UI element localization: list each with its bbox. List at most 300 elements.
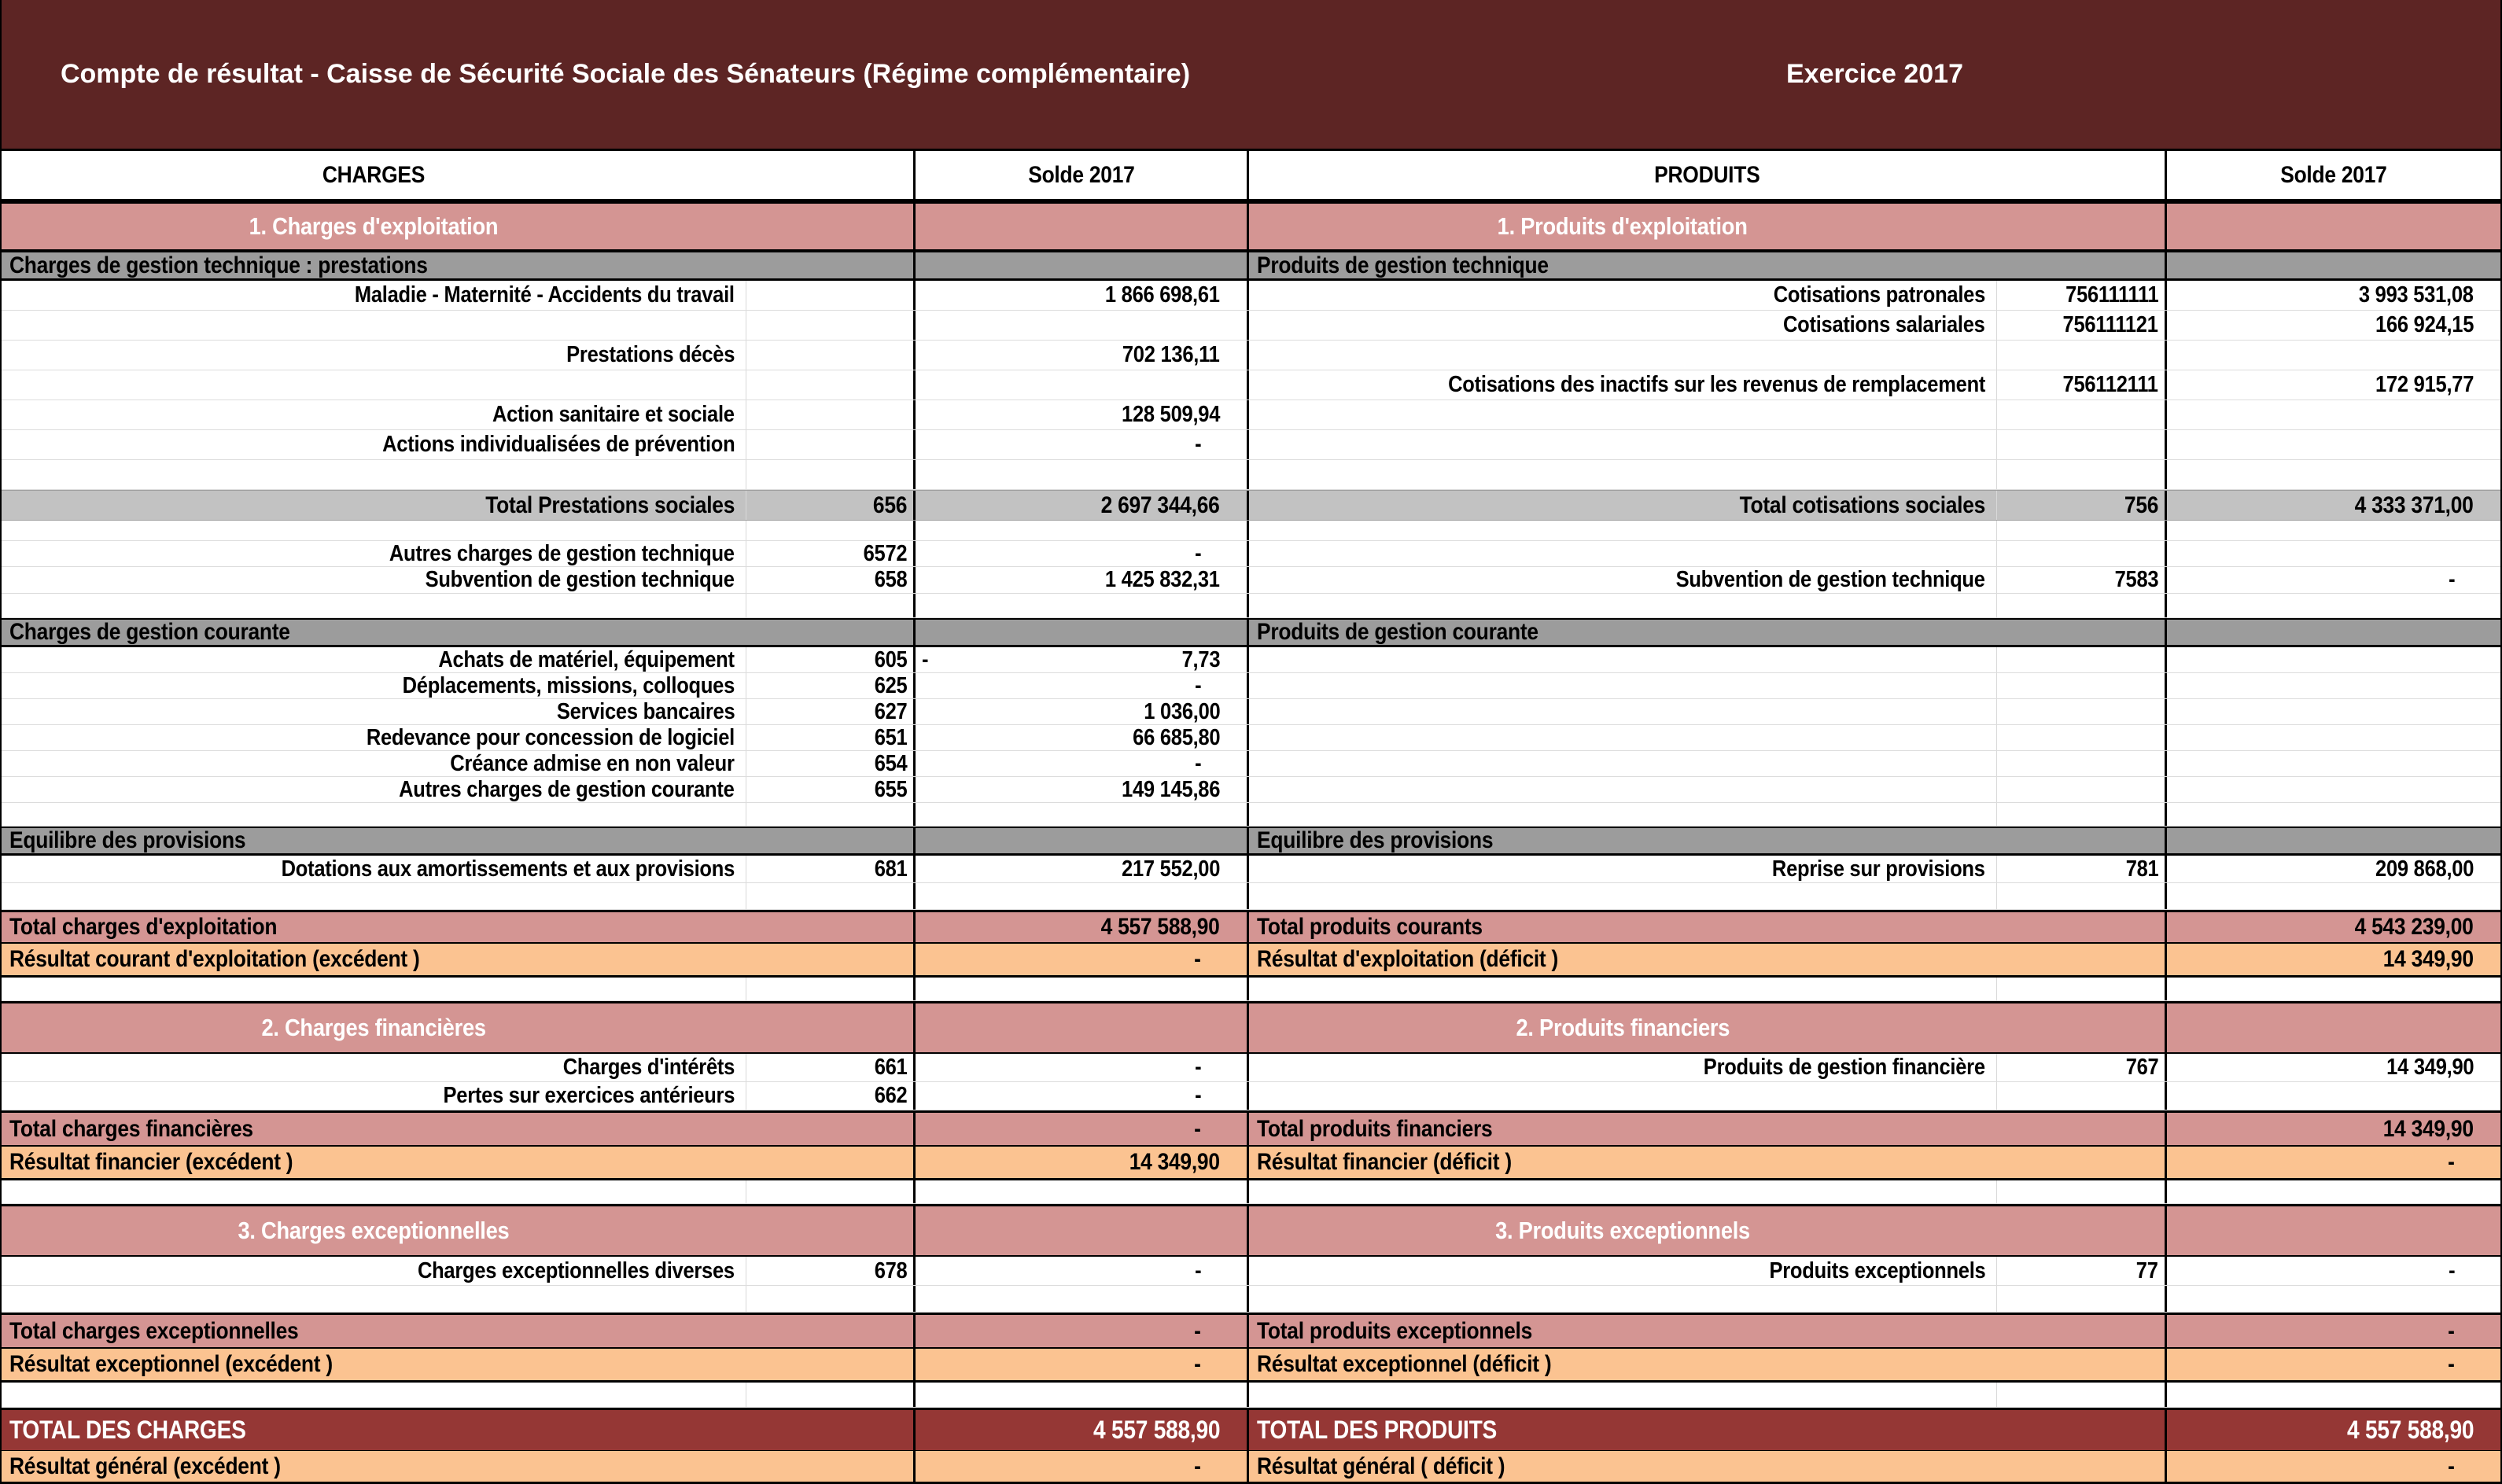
row-label-left (2, 541, 746, 566)
row-value-right (2165, 883, 2500, 909)
row-label-right (1249, 1286, 1996, 1312)
row-code-left-text: 605 (874, 647, 907, 672)
row-label-right (1249, 912, 2165, 942)
row-label-right-text: Total produits exceptionnels (1257, 1317, 1533, 1344)
row-value-left (913, 567, 1249, 593)
row-value-right (2165, 1410, 2500, 1450)
row-value-right (2165, 725, 2500, 750)
row-code-right (1996, 1180, 2165, 1203)
row-value-right (2165, 460, 2500, 489)
row-label-left-text: Charges de gestion courante (9, 620, 290, 645)
row-value-right (2165, 204, 2500, 249)
row-value-left (913, 673, 1249, 698)
row-value-right (2165, 1147, 2500, 1178)
row-value-right (2165, 1054, 2500, 1081)
row-label-right (1249, 1113, 2165, 1145)
row-code-left (746, 1286, 913, 1312)
table-row (2, 856, 2500, 883)
row-code-right (1996, 567, 2165, 593)
row-label-right-text: 1. Produits d'exploitation (1498, 212, 1748, 240)
row-label-left (2, 1383, 746, 1407)
row-value-right (2165, 803, 2500, 826)
row-label-left (2, 1206, 913, 1255)
row-label-left (2, 1113, 913, 1145)
page-title: Compte de résultat - Caisse de Sécurité Sociale des Sénateurs (Régime complémentaire) (60, 59, 1191, 89)
row-label-right (1249, 430, 1996, 459)
row-value-left (913, 1113, 1249, 1145)
row-code-left (746, 751, 913, 776)
table-row (2, 1383, 2500, 1408)
row-value-left (913, 204, 1249, 249)
row-value-left (913, 430, 1249, 459)
row-label-right-text: TOTAL DES PRODUITS (1257, 1416, 1498, 1444)
row-label-left-text: Action sanitaire et sociale (492, 402, 735, 427)
row-value-right (2165, 400, 2500, 429)
table-row (2, 725, 2500, 751)
row-value-left (913, 311, 1249, 340)
row-value-left (913, 1315, 1249, 1347)
row-label-right (1249, 341, 1996, 370)
row-label-right (1249, 281, 1996, 310)
title-bar-left (2, 0, 1249, 149)
row-code-right-text: 7583 (2114, 567, 2158, 592)
title-bar-right (1249, 0, 2500, 149)
row-label-left-text: Résultat général (excédent ) (9, 1453, 281, 1479)
row-value-left-text: - (1194, 541, 1201, 566)
row-value-left (913, 1206, 1249, 1255)
row-value-right (2165, 777, 2500, 802)
row-value-right (2165, 1206, 2500, 1255)
row-value-left-text: 128 509,94 (1121, 402, 1220, 427)
row-label-left-text: 1. Charges d'exploitation (249, 212, 499, 240)
row-label-left-text: Résultat exceptionnel (excédent ) (9, 1351, 333, 1377)
row-code-left-text: 625 (874, 673, 907, 698)
row-label-left (2, 204, 913, 249)
row-code-right (1996, 281, 2165, 310)
row-code-left-text: 662 (874, 1083, 907, 1108)
row-code-right (1996, 1054, 2165, 1081)
table-row (2, 430, 2500, 460)
row-label-right-text: Total produits financiers (1257, 1115, 1493, 1142)
row-label-left (2, 1003, 913, 1052)
table-row (2, 1110, 2500, 1147)
row-value-right (2165, 1257, 2500, 1285)
table-row (2, 910, 2500, 944)
row-value-right (2165, 430, 2500, 459)
row-code-left (746, 1257, 913, 1285)
row-label-left-text: Autres charges de gestion technique (389, 541, 735, 566)
row-code-left (746, 699, 913, 724)
row-label-right-text: Reprise sur provisions (1772, 856, 1985, 882)
row-value-left (913, 252, 1249, 278)
row-code-left (746, 673, 913, 698)
row-value-right-text: 3 993 531,08 (2359, 282, 2474, 307)
row-code-right (1996, 594, 2165, 617)
row-code-left (746, 430, 913, 459)
solde-header-left-cell (913, 151, 1249, 199)
row-code-left (746, 567, 913, 593)
row-label-left-text: Dotations aux amortissements et aux provisions (281, 856, 735, 882)
row-value-left (913, 1180, 1249, 1203)
table-row (2, 341, 2500, 370)
row-label-left (2, 1451, 913, 1482)
row-value-left-text: - (1194, 673, 1201, 698)
row-value-left-text: - (1194, 1055, 1201, 1080)
table-row (2, 594, 2500, 618)
row-value-left (913, 1410, 1249, 1450)
row-code-right-text: 756111121 (2062, 312, 2158, 337)
row-value-right (2165, 1349, 2500, 1380)
row-label-left-text: Créance admise en non valeur (450, 751, 735, 776)
row-value-left-text: - (1194, 1453, 1201, 1479)
row-value-right-text: - (2448, 1453, 2455, 1479)
row-code-left-text: 661 (874, 1055, 907, 1080)
row-label-left (2, 594, 746, 617)
table-row (2, 751, 2500, 777)
row-label-right (1249, 594, 1996, 617)
row-label-left-text: Services bancaires (556, 699, 735, 724)
row-code-right-text: 77 (2136, 1258, 2158, 1283)
row-label-left-text: Maladie - Maternité - Accidents du travail (355, 282, 735, 307)
row-label-left (2, 1315, 913, 1347)
row-value-left-text: - (1194, 1083, 1201, 1108)
row-value-right (2165, 521, 2500, 540)
row-value-left-text: - (1194, 1351, 1201, 1377)
table-row (2, 647, 2500, 673)
row-label-left-text: Pertes sur exercices antérieurs (443, 1083, 735, 1108)
row-code-right (1996, 647, 2165, 672)
row-value-left (913, 803, 1249, 826)
row-label-left-text: 3. Charges exceptionnelles (238, 1217, 510, 1244)
row-label-left-text: Subvention de gestion technique (425, 567, 735, 592)
row-code-left-text: 655 (874, 777, 907, 802)
table-row (2, 567, 2500, 594)
row-value-left-text: - (1194, 751, 1201, 776)
table-row (2, 1349, 2500, 1383)
table-row (2, 1082, 2500, 1110)
table-row (2, 490, 2500, 521)
row-label-left (2, 521, 746, 540)
row-code-left (746, 281, 913, 310)
row-value-right (2165, 647, 2500, 672)
row-code-left (746, 311, 913, 340)
row-code-right (1996, 521, 2165, 540)
row-value-left-text: 7,73 (1181, 647, 1220, 672)
row-label-left-text: Résultat courant d'exploitation (excédent ) (9, 946, 420, 972)
row-label-right (1249, 751, 1996, 776)
row-value-left-text: 1 036,00 (1143, 699, 1220, 724)
row-value-left-text: 1 425 832,31 (1105, 567, 1220, 592)
row-label-left-text: Redevance pour concession de logiciel (366, 725, 735, 750)
row-label-right-text: Total produits courants (1257, 914, 1483, 940)
solde-header-right: Solde 2017 (2280, 161, 2387, 188)
row-value-left (913, 491, 1249, 520)
table-row (2, 803, 2500, 827)
row-value-right-text: 166 924,15 (2375, 312, 2474, 337)
row-value-left-text: - (1194, 1258, 1201, 1283)
row-label-right (1249, 803, 1996, 826)
row-value-right-text: - (2448, 1149, 2455, 1175)
row-code-left (746, 1054, 913, 1081)
row-value-right-text: - (2448, 567, 2455, 592)
row-label-right (1249, 1383, 1996, 1407)
row-label-left-text: Prestations décès (566, 342, 735, 367)
row-value-left (913, 944, 1249, 975)
row-code-right (1996, 491, 2165, 520)
row-value-right (2165, 594, 2500, 617)
row-label-right (1249, 1410, 2165, 1450)
row-value-right (2165, 491, 2500, 520)
row-code-left (746, 594, 913, 617)
row-code-left (746, 370, 913, 400)
row-value-left (913, 1147, 1249, 1178)
row-label-right-text: Produits de gestion courante (1257, 620, 1538, 645)
row-label-right (1249, 370, 1996, 400)
row-label-left (2, 1410, 913, 1450)
row-code-right (1996, 803, 2165, 826)
table-row (2, 827, 2500, 856)
row-label-right-text: 3. Produits exceptionnels (1495, 1217, 1750, 1244)
table-row (2, 1054, 2500, 1082)
row-code-left-text: 658 (874, 567, 907, 592)
row-code-left (746, 1383, 913, 1407)
row-label-left (2, 1286, 746, 1312)
row-label-left (2, 751, 746, 776)
charges-header-cell (2, 151, 913, 199)
row-label-right-text: Equilibre des provisions (1257, 828, 1494, 853)
row-value-left (913, 1451, 1249, 1482)
row-value-left (913, 883, 1249, 909)
row-value-right (2165, 567, 2500, 593)
row-code-right (1996, 1383, 2165, 1407)
row-label-left (2, 944, 913, 975)
row-label-left (2, 1054, 746, 1081)
row-code-right (1996, 370, 2165, 400)
row-value-right-text: 14 349,90 (2386, 1055, 2474, 1080)
row-value-right (2165, 978, 2500, 1000)
row-value-neg-sign: - (922, 647, 929, 672)
row-value-left-text: - (1194, 1115, 1201, 1142)
row-code-left (746, 856, 913, 882)
row-code-right (1996, 699, 2165, 724)
row-value-right (2165, 1180, 2500, 1203)
row-label-right (1249, 491, 1996, 520)
row-label-left (2, 673, 746, 698)
row-value-left (913, 647, 1249, 672)
row-value-left (913, 370, 1249, 400)
solde-header-left: Solde 2017 (1027, 161, 1135, 188)
table-row (2, 699, 2500, 725)
row-label-left (2, 828, 913, 853)
row-label-right (1249, 204, 2165, 249)
row-label-left (2, 912, 913, 942)
row-code-right (1996, 725, 2165, 750)
row-code-left-text: 627 (874, 699, 907, 724)
row-code-left (746, 341, 913, 370)
row-value-left (913, 1257, 1249, 1285)
row-value-left (913, 594, 1249, 617)
row-label-left-text: Résultat financier (excédent ) (9, 1149, 293, 1175)
row-label-left (2, 725, 746, 750)
row-label-right (1249, 620, 2165, 645)
row-label-left (2, 1147, 913, 1178)
row-code-right-text: 767 (2125, 1055, 2158, 1080)
row-value-right-text: - (2448, 1317, 2455, 1344)
row-label-right (1249, 978, 1996, 1000)
row-value-left-text: 149 145,86 (1121, 777, 1220, 802)
row-label-left-text: Charges d'intérêts (562, 1055, 735, 1080)
row-label-right (1249, 777, 1996, 802)
row-value-right-text: 14 349,90 (2382, 1115, 2474, 1142)
table-row (2, 1257, 2500, 1286)
row-value-right (2165, 1315, 2500, 1347)
row-label-right-text: Produits de gestion technique (1257, 252, 1549, 278)
row-code-right (1996, 673, 2165, 698)
row-label-left (2, 567, 746, 593)
table-row (2, 521, 2500, 541)
row-label-left-text: Charges de gestion technique : prestations (9, 252, 428, 278)
table-row (2, 618, 2500, 647)
row-value-right (2165, 370, 2500, 400)
row-value-right (2165, 944, 2500, 975)
row-label-left (2, 281, 746, 310)
row-label-left (2, 978, 746, 1000)
row-label-right-text: Cotisations patronales (1773, 282, 1985, 307)
table-row (2, 1204, 2500, 1257)
row-label-right-text: Total cotisations sociales (1739, 492, 1985, 518)
row-label-right-text: Subvention de gestion technique (1675, 567, 1985, 592)
table-row (2, 460, 2500, 490)
solde-header-right-cell (2165, 151, 2500, 199)
row-value-right (2165, 311, 2500, 340)
row-value-left (913, 1383, 1249, 1407)
row-code-right (1996, 430, 2165, 459)
row-value-left (913, 400, 1249, 429)
row-label-left (2, 1180, 746, 1203)
row-label-right (1249, 856, 1996, 882)
row-label-right (1249, 725, 1996, 750)
row-value-left (913, 460, 1249, 489)
row-label-right (1249, 944, 2165, 975)
row-label-left-text: Déplacements, missions, colloques (402, 673, 735, 698)
row-label-right-text: Produits de gestion financière (1704, 1055, 1985, 1080)
row-code-right-text: 756111111 (2065, 282, 2158, 307)
row-label-right (1249, 673, 1996, 698)
row-code-left (746, 491, 913, 520)
row-value-left-text: 2 697 344,66 (1101, 492, 1220, 518)
row-label-left-text: Total charges exceptionnelles (9, 1317, 299, 1344)
row-code-left-text: 656 (872, 492, 907, 518)
row-value-left-text: 4 557 588,90 (1093, 1416, 1220, 1444)
row-code-right (1996, 1286, 2165, 1312)
row-value-right (2165, 699, 2500, 724)
row-label-left-text: Achats de matériel, équipement (438, 647, 735, 672)
exercise-label: Exercice 2017 (1786, 59, 1963, 89)
row-label-right-text: Résultat d'exploitation (déficit ) (1257, 946, 1559, 972)
row-value-left-text: 14 349,90 (1129, 1149, 1220, 1175)
row-code-left (746, 803, 913, 826)
row-label-left (2, 252, 913, 278)
row-code-left (746, 1082, 913, 1110)
row-label-right (1249, 400, 1996, 429)
row-value-left (913, 1286, 1249, 1312)
row-code-right (1996, 1257, 2165, 1285)
row-code-right (1996, 751, 2165, 776)
row-code-right (1996, 777, 2165, 802)
row-value-left (913, 521, 1249, 540)
row-label-left (2, 1082, 746, 1110)
produits-header: PRODUITS (1653, 161, 1760, 188)
row-code-right-text: 756 (2124, 492, 2158, 518)
row-value-right (2165, 1383, 2500, 1407)
row-label-left (2, 491, 746, 520)
table-row (2, 1408, 2500, 1451)
row-label-right-text: Résultat financier (déficit ) (1257, 1149, 1512, 1175)
row-value-right-text: - (2448, 1351, 2455, 1377)
row-value-left-text: 66 685,80 (1132, 725, 1220, 750)
table-row (2, 1180, 2500, 1204)
row-label-right (1249, 883, 1996, 909)
row-value-left (913, 978, 1249, 1000)
row-label-left (2, 311, 746, 340)
row-value-left (913, 725, 1249, 750)
row-code-right (1996, 1082, 2165, 1110)
row-label-left-text: Charges exceptionnelles diverses (418, 1258, 735, 1283)
row-label-left-text: TOTAL DES CHARGES (9, 1416, 246, 1444)
row-value-right (2165, 541, 2500, 566)
row-value-right (2165, 252, 2500, 278)
row-label-left (2, 460, 746, 489)
row-value-left (913, 856, 1249, 882)
row-code-left (746, 647, 913, 672)
table-row (2, 673, 2500, 699)
table-row (2, 978, 2500, 1001)
table-row (2, 251, 2500, 281)
row-value-left (913, 1003, 1249, 1052)
table-row (2, 400, 2500, 430)
row-label-right-text: Résultat exceptionnel (déficit ) (1257, 1351, 1552, 1377)
row-value-left-text: 217 552,00 (1121, 856, 1220, 882)
row-code-left-text: 651 (874, 725, 907, 750)
row-label-right (1249, 699, 1996, 724)
row-value-left-text: 4 557 588,90 (1101, 914, 1220, 940)
row-label-left (2, 699, 746, 724)
row-label-right-text: Cotisations des inactifs sur les revenus de remplacement (1447, 372, 1985, 397)
row-code-right (1996, 883, 2165, 909)
row-value-right-text: 4 557 588,90 (2346, 1416, 2474, 1444)
row-value-right-text: - (2448, 1258, 2455, 1283)
column-header-row (2, 149, 2500, 201)
row-label-right-text: 2. Produits financiers (1516, 1014, 1730, 1041)
row-value-right-text: 172 915,77 (2375, 372, 2474, 397)
row-code-left (746, 978, 913, 1000)
row-code-right (1996, 341, 2165, 370)
row-value-right (2165, 1003, 2500, 1052)
row-value-left (913, 828, 1249, 853)
title-bar (2, 0, 2500, 149)
row-value-right-text: 4 333 371,00 (2355, 492, 2474, 518)
row-label-left-text: Autres charges de gestion courante (399, 777, 735, 802)
row-label-left (2, 647, 746, 672)
produits-header-cell (1249, 151, 2165, 199)
row-label-left-text: Equilibre des provisions (9, 828, 246, 853)
row-label-right (1249, 1257, 1996, 1285)
row-value-left (913, 699, 1249, 724)
row-code-left-text: 654 (874, 751, 907, 776)
row-value-left-text: - (1194, 1317, 1201, 1344)
row-label-right (1249, 1451, 2165, 1482)
table-row (2, 1001, 2500, 1054)
